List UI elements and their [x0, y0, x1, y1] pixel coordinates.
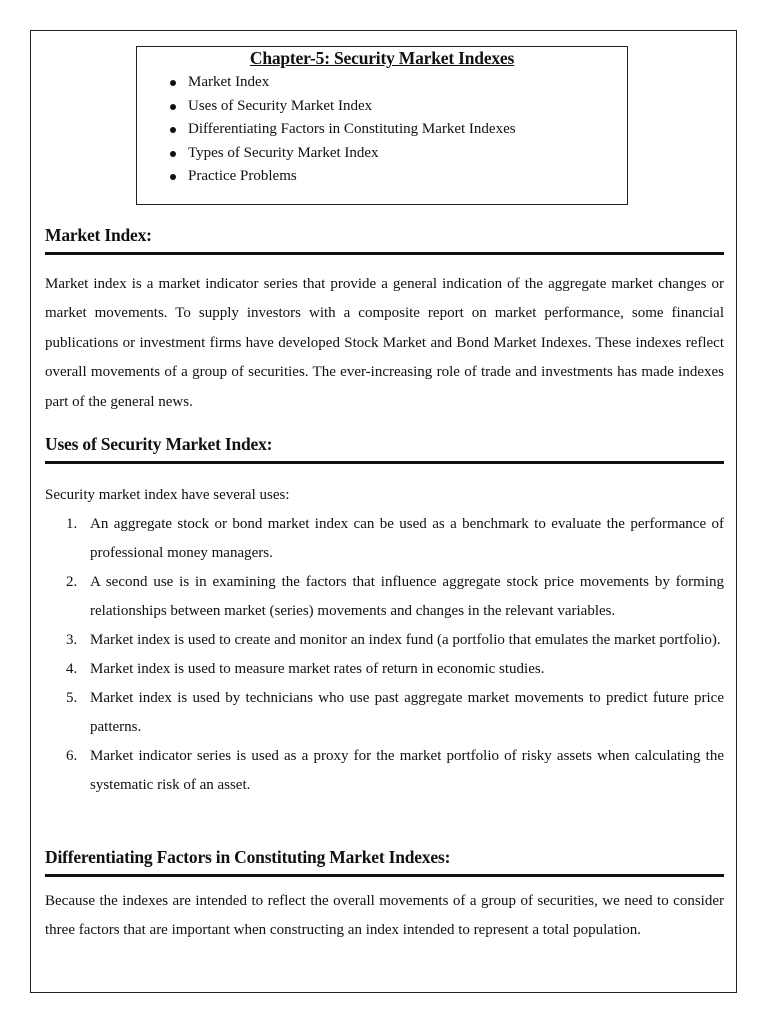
topic-item: Types of Security Market Index — [167, 142, 516, 166]
uses-intro-text: Security market index have several uses: — [45, 487, 290, 503]
section-rule — [45, 252, 724, 255]
list-item: 4. Market index is used to measure market rates of return in economic studies. — [66, 661, 545, 677]
bullet-icon — [170, 127, 176, 133]
topic-item: Uses of Security Market Index — [167, 95, 516, 119]
list-item: 5. Market index is used by technicians who use past aggregate market movements to predict future price patterns. — [66, 690, 724, 735]
topic-item: Practice Problems — [167, 165, 516, 189]
section-heading-market-index: Market Index: — [45, 225, 152, 245]
bullet-icon — [170, 174, 176, 180]
topic-item: Differentiating Factors in Constituting Market Indexes — [167, 118, 516, 142]
list-item: 2. A second use is in examining the factors that influence aggregate stock price movements by forming relationships between market (series) movements and changes in the relevant variables. — [66, 574, 724, 619]
uses-numbered-list — [45, 510, 724, 800]
chapter-contents-box — [136, 46, 628, 205]
bullet-icon — [170, 80, 176, 86]
topic-item: Market Index — [167, 71, 516, 95]
section-heading-differentiating-factors: Differentiating Factors in Constituting Market Indexes: — [45, 847, 451, 867]
differentiating-factors-paragraph: Because the indexes are intended to reflect the overall movements of a group of securities, we need to consider three factors that are important when constructing an index intended to represent a total population. — [45, 893, 724, 939]
bullet-icon — [170, 151, 176, 157]
section-rule — [45, 874, 724, 877]
chapter-title: Chapter-5: Security Market Indexes — [249, 48, 515, 68]
list-item: 1. An aggregate stock or bond market index can be used as a benchmark to evaluate the performance of professional money managers. — [66, 516, 724, 561]
chapter-topics-list — [167, 71, 516, 189]
market-index-paragraph: Market index is a market indicator series that provide a general indication of the aggregate market changes or market movements. To supply investors with a composite report on market performance, some financial publications or investment firms have developed Stock Market and Bond Market Indexes. These indexes reflect overall movements of a group of securities. The ever-increasing role of trade and investments has made indexes part of the general news. — [45, 276, 724, 410]
list-item: 3. Market index is used to create and monitor an index fund (a portfolio that emulates the market portfolio). — [66, 632, 721, 648]
list-item: 6. Market indicator series is used as a proxy for the market portfolio of risky assets when calculating the systematic risk of an asset. — [66, 748, 724, 793]
section-heading-uses: Uses of Security Market Index: — [45, 434, 273, 454]
section-rule — [45, 461, 724, 464]
bullet-icon — [170, 104, 176, 110]
